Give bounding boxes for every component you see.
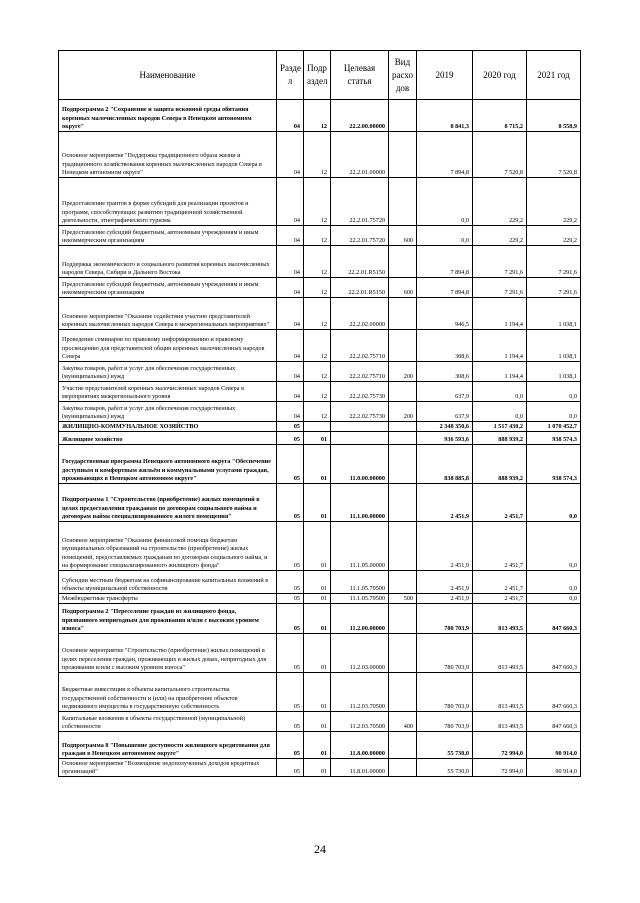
table-row <box>59 298 581 330</box>
row-2019: 780 703,9 <box>417 712 473 732</box>
row-target: 22.2.01.75720 <box>331 178 389 226</box>
row-name: Основное мероприятие "Возмещение недополученных доходов кредитных организаций" <box>59 759 277 777</box>
row-section: 05 <box>277 712 304 732</box>
row-2020: 1 194,4 <box>473 298 527 330</box>
row-2021: 847 660,3 <box>527 604 581 634</box>
row-target: 11.1.05.79500 <box>331 594 389 604</box>
row-name: Основное мероприятие "Поддержка традиционного образа жизни и традиционного хозяйствования коренных малочисленных народов Севера в Ненецком автономном округе" <box>59 132 277 178</box>
row-expense-type: 200 <box>389 362 417 382</box>
row-subsection: 01 <box>304 571 331 594</box>
row-section: 05 <box>277 673 304 712</box>
row-2019: 2 451,9 <box>417 484 473 522</box>
header-target: Целевая статья <box>331 51 389 100</box>
row-2021: 0,0 <box>527 382 581 402</box>
row-subsection: 12 <box>304 132 331 178</box>
row-2020: 72 994,0 <box>473 732 527 759</box>
row-section: 05 <box>277 445 304 484</box>
row-2021: 938 574,3 <box>527 445 581 484</box>
row-section: 05 <box>277 484 304 522</box>
row-expense-type <box>389 132 417 178</box>
table-header-row <box>59 51 581 100</box>
row-target: 11.0.00.00000 <box>331 445 389 484</box>
row-2019: 637,9 <box>417 382 473 402</box>
row-subsection <box>304 422 331 432</box>
row-expense-type <box>389 100 417 132</box>
row-2020: 888 939,2 <box>473 432 527 445</box>
row-subsection: 12 <box>304 278 331 298</box>
table-row <box>59 246 581 278</box>
table-row <box>59 571 581 594</box>
row-name: Подпрограмма 8 "Повышение доступности жилищного кредитования для граждан в Ненецком автономном округе" <box>59 732 277 759</box>
row-subsection: 01 <box>304 522 331 571</box>
row-section: 04 <box>277 362 304 382</box>
row-2021: 229,2 <box>527 178 581 226</box>
row-2020: 813 493,5 <box>473 604 527 634</box>
row-name: Бюджетные инвестиции в объекты капитального строительства государственной собственности и (или) на приобретение объектов недвижимого имущества в государственную собственность <box>59 673 277 712</box>
row-expense-type: 600 <box>389 226 417 246</box>
row-2019: 2 451,9 <box>417 594 473 604</box>
row-2020: 1 517 430,2 <box>473 422 527 432</box>
row-2019: 0,0 <box>417 178 473 226</box>
row-2019: 7 894,8 <box>417 278 473 298</box>
table-row <box>59 732 581 759</box>
row-2021: 1 038,1 <box>527 362 581 382</box>
row-expense-type <box>389 330 417 362</box>
row-2021: 1 070 452,7 <box>527 422 581 432</box>
row-2021: 1 038,1 <box>527 330 581 362</box>
table-row <box>59 330 581 362</box>
row-2019: 780 703,9 <box>417 673 473 712</box>
row-expense-type <box>389 732 417 759</box>
header-2019: 2019 <box>417 51 473 100</box>
row-name: Межбюджетные трансферты <box>59 594 277 604</box>
row-section: 05 <box>277 432 304 445</box>
row-2019: 838 885,8 <box>417 445 473 484</box>
row-target: 22.2.01.75720 <box>331 226 389 246</box>
row-name: Предоставление субсидий бюджетным, автономным учреждениям и иным некоммерческим организациям <box>59 278 277 298</box>
row-name: Основное мероприятие "Оказание содействия участию представителей коренных малочисленных народов Севера в межрегиональных мероприятиях" <box>59 298 277 330</box>
row-section: 04 <box>277 382 304 402</box>
row-subsection: 12 <box>304 226 331 246</box>
row-expense-type: 400 <box>389 712 417 732</box>
row-section: 04 <box>277 178 304 226</box>
row-2019: 780 703,9 <box>417 604 473 634</box>
row-section: 05 <box>277 522 304 571</box>
row-expense-type: 500 <box>389 594 417 604</box>
row-name: Государственная программа Ненецкого автономного округа "Обеспечение доступным и комфортным жильём и коммунальными услугами граждан, проживающих в Ненецком автономном округе" <box>59 445 277 484</box>
row-target: 22.2.00.00000 <box>331 100 389 132</box>
row-name: Закупка товаров, работ и услуг для обеспечения государственных (муниципальных) нужд <box>59 402 277 422</box>
row-subsection: 12 <box>304 178 331 226</box>
row-name: Проведение семинаров по правовому информированию и правовому просвещению для представителей общин коренных малочисленных народов Севера <box>59 330 277 362</box>
row-expense-type: 200 <box>389 402 417 422</box>
row-2021: 938 574,3 <box>527 432 581 445</box>
row-2021: 229,2 <box>527 226 581 246</box>
row-expense-type <box>389 445 417 484</box>
row-section: 05 <box>277 634 304 673</box>
row-section: 04 <box>277 330 304 362</box>
row-2020: 7 291,6 <box>473 278 527 298</box>
row-subsection: 12 <box>304 246 331 278</box>
table-row <box>59 634 581 673</box>
row-expense-type <box>389 673 417 712</box>
row-subsection: 01 <box>304 732 331 759</box>
table-body <box>59 100 581 777</box>
row-2020: 2 451,7 <box>473 594 527 604</box>
row-2021: 0,0 <box>527 571 581 594</box>
row-target: 22.2.01.R5150 <box>331 246 389 278</box>
row-2019: 2 451,9 <box>417 571 473 594</box>
row-name: Закупка товаров, работ и услуг для обеспечения государственных (муниципальных) нужд <box>59 362 277 382</box>
row-2020: 0,0 <box>473 402 527 422</box>
row-section: 04 <box>277 402 304 422</box>
table-row <box>59 402 581 422</box>
row-expense-type <box>389 246 417 278</box>
row-target: 22.2.02.75710 <box>331 362 389 382</box>
header-subsection: Подр аздел <box>304 51 331 100</box>
row-2020: 229,2 <box>473 178 527 226</box>
row-name: Подпрограмма 2 "Переселение граждан из жилищного фонда, признанного непригодным для проживания и/или с высоким уровнем износа" <box>59 604 277 634</box>
row-section: 04 <box>277 278 304 298</box>
row-subsection: 01 <box>304 673 331 712</box>
row-name: ЖИЛИЩНО-КОММУНАЛЬНОЕ ХОЗЯЙСТВО <box>59 422 277 432</box>
row-target: 22.2.02.75730 <box>331 402 389 422</box>
row-2021: 847 660,3 <box>527 634 581 673</box>
row-name: Капитальные вложения в объекты государственной (муниципальной) собственности <box>59 712 277 732</box>
row-2019: 308,6 <box>417 362 473 382</box>
row-2019: 55 730,0 <box>417 759 473 777</box>
table-row <box>59 759 581 777</box>
table-row <box>59 445 581 484</box>
row-2021: 8 558,9 <box>527 100 581 132</box>
row-subsection: 12 <box>304 298 331 330</box>
row-target: 11.2.03.70500 <box>331 673 389 712</box>
row-name: Жилищное хозяйство <box>59 432 277 445</box>
table-row <box>59 178 581 226</box>
row-2020: 813 493,5 <box>473 712 527 732</box>
row-section: 04 <box>277 100 304 132</box>
row-2019: 2 451,9 <box>417 522 473 571</box>
header-expense-type: Вид расхо дов <box>389 51 417 100</box>
row-subsection: 01 <box>304 604 331 634</box>
row-target: 11.8.00.00000 <box>331 732 389 759</box>
table-row <box>59 432 581 445</box>
row-name: Поддержка экономического и социального развития коренных малочисленных народов Севера, Сибири и Дальнего Востока <box>59 246 277 278</box>
row-expense-type <box>389 382 417 402</box>
row-target: 22.2.01.R5150 <box>331 278 389 298</box>
row-expense-type: 600 <box>389 278 417 298</box>
row-2020: 72 994,0 <box>473 759 527 777</box>
table-row <box>59 604 581 634</box>
row-name: Предоставление субсидий бюджетным, автономным учреждениям и иным некоммерческим организациям <box>59 226 277 246</box>
row-2020: 813 493,5 <box>473 634 527 673</box>
row-name: Предоставление грантов в форме субсидий для реализации проектов и программ, способствующих развитию традиционной хозяйственной деятельности, этнографического туризма <box>59 178 277 226</box>
row-2019: 308,6 <box>417 330 473 362</box>
row-target: 22.2.02.75710 <box>331 330 389 362</box>
row-2021: 7 291,6 <box>527 278 581 298</box>
row-2021: 847 660,3 <box>527 673 581 712</box>
table-row <box>59 362 581 382</box>
row-section: 05 <box>277 604 304 634</box>
row-target: 11.2.03.00000 <box>331 634 389 673</box>
row-2021: 847 660,3 <box>527 712 581 732</box>
row-subsection: 01 <box>304 445 331 484</box>
row-name: Основное мероприятие "Строительство (приобретение) жилых помещений в целях переселения граждан, проживающих в жилых домах, непригодных для проживания и/или с высоким уровнем износа" <box>59 634 277 673</box>
row-subsection: 12 <box>304 100 331 132</box>
row-section: 05 <box>277 571 304 594</box>
row-target: 11.8.01.00000 <box>331 759 389 777</box>
header-2020: 2020 год <box>473 51 527 100</box>
row-target: 22.2.02.75730 <box>331 382 389 402</box>
row-target: 22.2.01.00000 <box>331 132 389 178</box>
row-target <box>331 432 389 445</box>
row-2021: 1 038,1 <box>527 298 581 330</box>
row-2020: 2 451,7 <box>473 522 527 571</box>
table-row <box>59 712 581 732</box>
row-2019: 936 593,6 <box>417 432 473 445</box>
row-2020: 888 939,2 <box>473 445 527 484</box>
row-2021: 0,0 <box>527 522 581 571</box>
row-expense-type <box>389 634 417 673</box>
header-name: Наименование <box>59 51 277 100</box>
row-target: 11.2.00.00000 <box>331 604 389 634</box>
table-row <box>59 594 581 604</box>
row-section: 04 <box>277 246 304 278</box>
row-subsection: 01 <box>304 634 331 673</box>
row-section: 05 <box>277 732 304 759</box>
row-subsection: 12 <box>304 382 331 402</box>
row-section: 05 <box>277 594 304 604</box>
table-row <box>59 132 581 178</box>
row-section: 04 <box>277 226 304 246</box>
table-row <box>59 100 581 132</box>
row-subsection: 01 <box>304 594 331 604</box>
row-2019: 637,9 <box>417 402 473 422</box>
table-row <box>59 226 581 246</box>
row-expense-type <box>389 298 417 330</box>
row-target: 11.1.00.00000 <box>331 484 389 522</box>
row-2021: 7 520,8 <box>527 132 581 178</box>
row-name: Основное мероприятие "Оказание финансовой помощи бюджетам муниципальных образований на строительство (приобретение) жилых помещений, предоставляемых гражданам по договорам социального найма, и на формирование специализированного жилищного фонда" <box>59 522 277 571</box>
row-2020: 813 493,5 <box>473 673 527 712</box>
row-expense-type <box>389 432 417 445</box>
budget-table <box>58 50 581 777</box>
row-subsection: 01 <box>304 759 331 777</box>
row-target: 22.2.02.00000 <box>331 298 389 330</box>
row-expense-type <box>389 178 417 226</box>
table-row <box>59 522 581 571</box>
row-subsection: 12 <box>304 402 331 422</box>
table-row <box>59 673 581 712</box>
row-name: Подпрограмма 1 "Строительство (приобретение) жилых помещений в целях предоставления гражданам по договорам социального найма и договорам найма специализированного жилого помещения" <box>59 484 277 522</box>
row-target <box>331 422 389 432</box>
row-subsection: 12 <box>304 330 331 362</box>
row-expense-type <box>389 522 417 571</box>
row-2019: 780 703,9 <box>417 634 473 673</box>
row-expense-type <box>389 571 417 594</box>
row-expense-type <box>389 604 417 634</box>
table-row <box>59 382 581 402</box>
row-2020: 2 451,7 <box>473 571 527 594</box>
row-subsection: 01 <box>304 432 331 445</box>
header-2021: 2021 год <box>527 51 581 100</box>
row-subsection: 01 <box>304 484 331 522</box>
row-2020: 1 194,4 <box>473 330 527 362</box>
row-2019: 8 841,3 <box>417 100 473 132</box>
row-name: Участие представителей коренных малочисленных народов Севера в мероприятиях межрегионального уровня <box>59 382 277 402</box>
row-target: 11.1.05.79500 <box>331 571 389 594</box>
row-name: Подпрограмма 2 "Сохранение и защита исконной среды обитания коренных малочисленных народов Севера в Ненецком автономном округе" <box>59 100 277 132</box>
row-2021: 0,0 <box>527 594 581 604</box>
row-expense-type <box>389 484 417 522</box>
row-subsection: 01 <box>304 712 331 732</box>
row-2021: 90 914,0 <box>527 732 581 759</box>
row-name: Субсидии местным бюджетам на софинансирование капитальных вложений в объекты муниципальной собственности <box>59 571 277 594</box>
row-section: 05 <box>277 759 304 777</box>
row-section: 05 <box>277 422 304 432</box>
row-2019: 7 894,8 <box>417 246 473 278</box>
row-2020: 2 451,7 <box>473 484 527 522</box>
row-2019: 0,0 <box>417 226 473 246</box>
row-section: 04 <box>277 132 304 178</box>
row-2021: 0,0 <box>527 402 581 422</box>
row-2021: 90 914,0 <box>527 759 581 777</box>
row-2019: 55 730,0 <box>417 732 473 759</box>
row-2019: 946,5 <box>417 298 473 330</box>
table-row <box>59 422 581 432</box>
page-number: 24 <box>314 842 326 856</box>
header-section: Разде л <box>277 51 304 100</box>
row-2019: 2 348 350,6 <box>417 422 473 432</box>
row-target: 11.2.03.70500 <box>331 712 389 732</box>
table-row <box>59 278 581 298</box>
row-2020: 7 291,6 <box>473 246 527 278</box>
row-2020: 7 520,8 <box>473 132 527 178</box>
row-2021: 7 291,6 <box>527 246 581 278</box>
row-2019: 7 894,8 <box>417 132 473 178</box>
row-expense-type <box>389 422 417 432</box>
row-2021: 0,0 <box>527 484 581 522</box>
row-target: 11.1.05.00000 <box>331 522 389 571</box>
row-section: 04 <box>277 298 304 330</box>
row-expense-type <box>389 759 417 777</box>
row-2020: 0,0 <box>473 382 527 402</box>
row-subsection: 12 <box>304 362 331 382</box>
table-row <box>59 484 581 522</box>
row-2020: 229,2 <box>473 226 527 246</box>
row-2020: 1 194,4 <box>473 362 527 382</box>
row-2020: 8 715,2 <box>473 100 527 132</box>
